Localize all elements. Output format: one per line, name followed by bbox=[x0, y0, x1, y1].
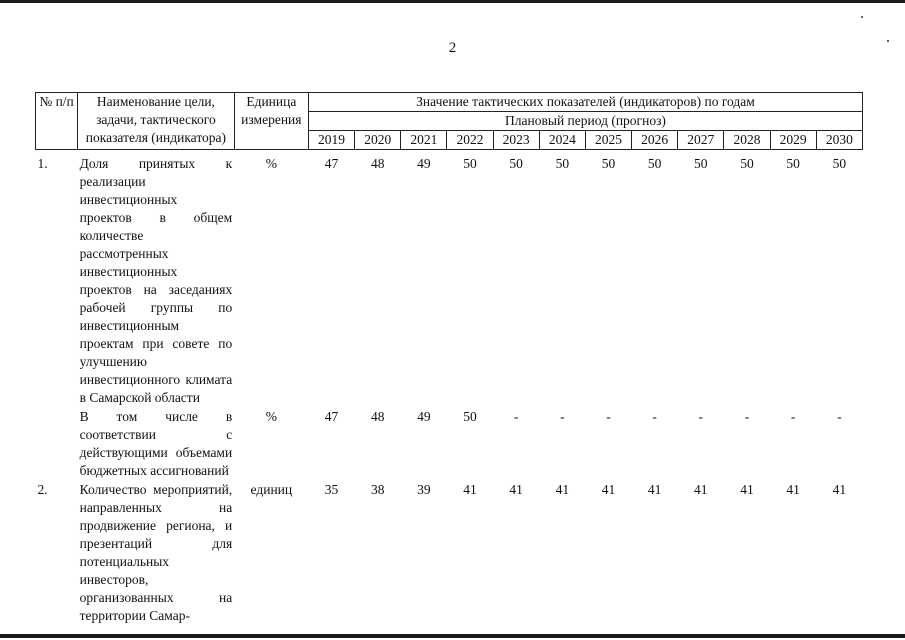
year-value: 41 bbox=[647, 482, 662, 497]
header-year: 2027 bbox=[678, 131, 724, 150]
row-number bbox=[36, 407, 78, 480]
bottom-border-rule bbox=[0, 634, 905, 638]
year-value: - bbox=[513, 409, 519, 424]
year-value: 41 bbox=[832, 482, 847, 497]
page-number: 2 bbox=[448, 40, 457, 56]
header-year: 2030 bbox=[816, 131, 862, 150]
year-value: - bbox=[606, 409, 611, 424]
scan-speck bbox=[861, 16, 863, 18]
year-value: 50 bbox=[601, 156, 616, 171]
table-row bbox=[36, 407, 863, 480]
year-value: 49 bbox=[417, 409, 431, 424]
year-value: 41 bbox=[786, 482, 800, 497]
year-value: 50 bbox=[463, 156, 477, 171]
year-value: 47 bbox=[324, 409, 339, 424]
header-indicator-name: Наименование цели, задачи, тактического показателя (индикатора) bbox=[78, 93, 235, 150]
header-year: 2029 bbox=[770, 131, 816, 150]
header-planning-period: Плановый период (прогноз) bbox=[308, 112, 862, 131]
year-value: 50 bbox=[509, 156, 523, 171]
year-value: 41 bbox=[555, 482, 570, 497]
row-number: 1. bbox=[37, 156, 48, 171]
year-value: 50 bbox=[832, 156, 847, 171]
year-value: 50 bbox=[786, 156, 800, 171]
header-values-title: Значение тактических показателей (индикаторов) по годам bbox=[308, 93, 862, 112]
year-value: 50 bbox=[463, 409, 477, 424]
year-value: - bbox=[652, 409, 657, 424]
year-value: - bbox=[744, 409, 750, 424]
year-value: 50 bbox=[647, 156, 662, 171]
year-value: 35 bbox=[324, 482, 339, 497]
unit-value: % bbox=[265, 156, 277, 171]
year-value: 48 bbox=[370, 156, 385, 171]
year-value: 47 bbox=[324, 156, 339, 171]
row-number: 2. bbox=[37, 482, 48, 497]
year-value: - bbox=[560, 409, 565, 424]
year-value: 50 bbox=[694, 156, 708, 171]
year-value: 39 bbox=[417, 482, 431, 497]
year-value: 41 bbox=[740, 482, 754, 497]
header-unit: Единица измерения bbox=[234, 93, 308, 150]
header-year: 2025 bbox=[585, 131, 631, 150]
year-value: 38 bbox=[370, 482, 385, 497]
table-row bbox=[36, 480, 863, 625]
header-year: 2023 bbox=[493, 131, 539, 150]
header-year: 2028 bbox=[724, 131, 770, 150]
indicators-table bbox=[35, 92, 863, 625]
year-value: 41 bbox=[509, 482, 523, 497]
header-year: 2026 bbox=[632, 131, 678, 150]
header-year: 2020 bbox=[355, 131, 401, 150]
year-value: 48 bbox=[370, 409, 385, 424]
year-value: 41 bbox=[694, 482, 708, 497]
year-value: 41 bbox=[601, 482, 616, 497]
year-value: 50 bbox=[555, 156, 570, 171]
year-value: - bbox=[790, 409, 796, 424]
indicator-name: Доля принятых к реализации инвестиционных проектов в общем количестве рассмотренных инвестиционных проектов на заседаниях рабочей группы по инвестиционным проектам при совете по улучшению инвестиционного климата в Самарской области bbox=[79, 156, 233, 405]
indicator-name: Количество мероприятий, направленных на продвижение региона, и презентаций для потенциальных инвесторов, организованных на территории Самар- bbox=[79, 482, 233, 623]
unit-value: % bbox=[265, 409, 277, 424]
header-year: 2021 bbox=[401, 131, 447, 150]
year-value: - bbox=[837, 409, 842, 424]
top-border-rule bbox=[0, 0, 905, 3]
year-value: 41 bbox=[463, 482, 477, 497]
unit-value: единиц bbox=[250, 482, 293, 497]
header-year: 2022 bbox=[447, 131, 493, 150]
year-value: - bbox=[698, 409, 704, 424]
indicator-name: В том числе в соответствии с действующими объемами бюджетных ассигнований bbox=[79, 409, 233, 478]
header-year: 2019 bbox=[308, 131, 354, 150]
header-year: 2024 bbox=[539, 131, 585, 150]
year-value: 49 bbox=[417, 156, 431, 171]
year-value: 50 bbox=[740, 156, 754, 171]
header-number: № п/п bbox=[36, 93, 78, 150]
table-row bbox=[36, 150, 863, 408]
